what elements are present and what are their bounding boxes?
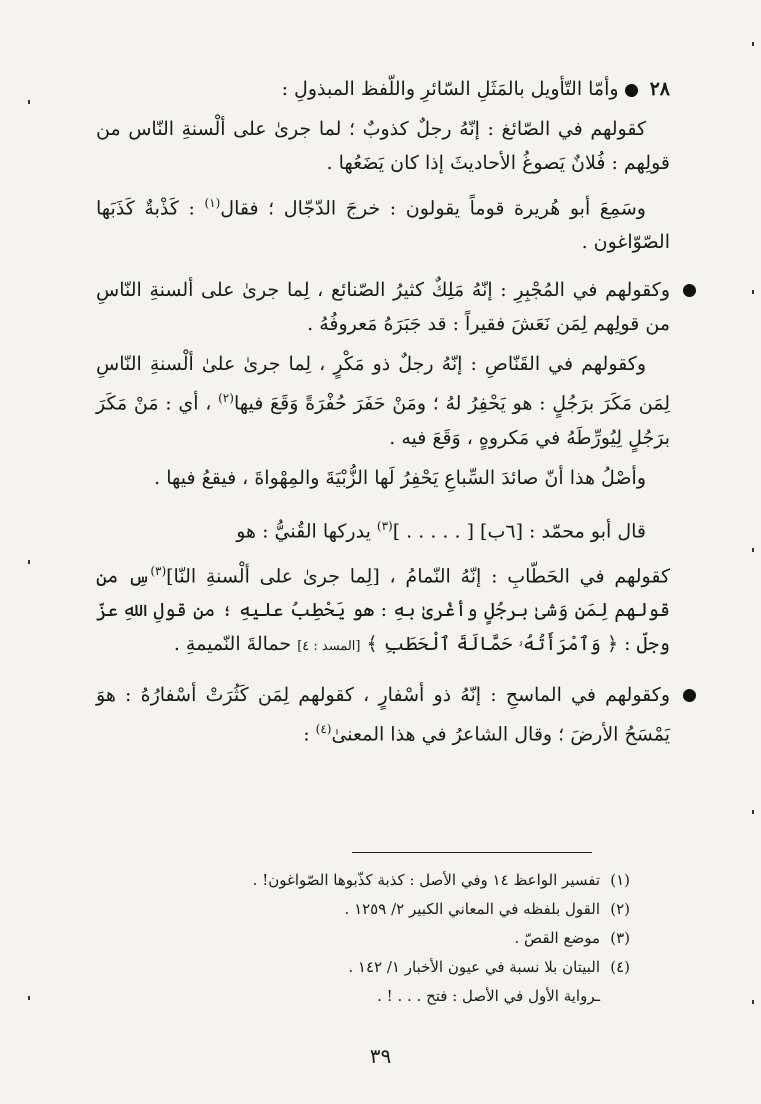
khattab-text-a: كقولهم في الحَطّابِ : إنّهُ النّمامُ ، [لِما جرىٰ على ألْسنةِ النّا] xyxy=(166,565,670,588)
abu-hurayra-quote: كَذْبةٌ كَذَبَها الصّوّاغون . xyxy=(96,197,670,254)
footnote-text: البيتان بلا نسبة في عيون الأخبار ١/ ١٤٢ . xyxy=(348,958,600,976)
footnote-separator xyxy=(352,852,592,853)
scan-mark xyxy=(752,290,754,294)
scan-mark xyxy=(752,810,754,814)
scan-mark xyxy=(752,1000,754,1004)
masih-colon: : xyxy=(303,723,310,746)
paragraph-abu-muhammad xyxy=(96,509,670,548)
paragraph-abu-hurayra: وسَمِعَ أبو هُريرة قوماً يقولون : خرجَ الدّجّال ؛ فقال$^{(١)}$ : كَذْبةٌ كَذَبَها الصّوّاغون . xyxy=(96,196,670,254)
footnote-3 xyxy=(150,924,630,953)
footnote-4-continuation: ـرواية الأول في الأصل : فتح . . . ! . xyxy=(377,987,600,1005)
scan-mark xyxy=(28,996,30,1000)
mujbir-text: وكقولهم في المُجْبِرِ : إنّهُ مَلِكٌ كثيرُ الصّنائع ، لِما جرىٰ على ألسنةِ النّاسِ من قولِهم لِمَن نَعَشَ فقيراً : قد جَبَرَهُ مَعروفُهُ . xyxy=(96,279,670,336)
footnote-ref-4: (٤) xyxy=(315,722,332,737)
footnote-text: موضع القصّ . xyxy=(514,929,600,947)
bullet-icon xyxy=(625,84,638,97)
footnote-1 xyxy=(150,866,630,895)
khattab-text-b: سِ من قولهم لِمَن وَشىٰ برجُلٍ وأغْرىٰ بهِ : هو يَحْطِبُ عليهِ ؛ من قولِ اللهِ عزّ وجلّ : ﴿ وَٱمْرَأَتُهُۥ حَمَّالَةَ ٱلْحَطَبِ ﴾ xyxy=(96,565,670,656)
page-number: ٣٩ xyxy=(369,1044,392,1068)
footnote-2 xyxy=(150,895,630,924)
footnotes xyxy=(150,866,630,1011)
abu-muhammad-text-b: يدركها القُنيُّ : هو xyxy=(236,519,371,542)
footnote-number: (٢) xyxy=(610,900,630,918)
main-text xyxy=(96,72,670,758)
bullet-icon xyxy=(683,284,696,297)
scan-mark xyxy=(28,560,30,564)
heading-text: وأمّا التّأويل بالمَثَلِ السّائرِ واللّفظ المبذولِ : xyxy=(281,78,619,100)
paragraph-khattab xyxy=(96,554,670,664)
footnote-ref-3b: (٣) xyxy=(150,563,167,578)
paragraph-qannas xyxy=(96,347,670,454)
qannas-text-a: وكقولهم في القَنّاصِ : إنّهُ رجلٌ ذو مَكْرٍ ، لِما جرىٰ علىٰ ألْسنةِ النّاسِ لِمَن مَكَرَ برَجُلٍ : هو يَحْفِرُ لهُ ؛ ومَنْ حَفَرَ حُفْرَةً وَقَعَ فيها xyxy=(96,353,670,415)
paragraph-masih xyxy=(96,678,670,751)
paragraph-asl: وأصْلُ هذا أنّ صائدَ السِّباعِ يَحْفِرُ لَها الزُّبْيَةَ والمِهْواةَ ، فيقعُ فيها . xyxy=(154,466,646,489)
khattab-text-c: حمالةَ النّميمةِ . xyxy=(173,633,292,656)
qannas-text-b: ، أي : مَنْ مَكَرَ برَجُلٍ لِيُورِّطَهُ في مَكروهٍ ، وَقَعَ فيه . xyxy=(96,392,670,449)
scan-mark xyxy=(752,548,754,552)
abu-hurayra-text: وسَمِعَ أبو هُريرة قوماً يقولون : خرجَ الدّجّال ؛ فقال xyxy=(220,197,646,220)
abu-muhammad-text-a: قال أبو محمّد : [٦ب] [ . . . . . ] xyxy=(392,519,646,542)
masih-text: وكقولهم في الماسحِ : إنّهُ ذو أسْفارٍ ، كقولهم لِمَن كَثُرَتْ أسْفارُهُ : هوَ يَمْسَحُ الأرضَ ؛ وقال الشاعرُ في هذا المعنىٰ xyxy=(96,684,670,746)
footnote-number: (٣) xyxy=(610,929,630,947)
quran-reference: [المسد : ٤] xyxy=(297,639,361,655)
footnote-ref-1: (١) xyxy=(204,196,221,210)
paragraph-saigh: كقولهم في الصّائغ : إنّهُ رجلٌ كذوبٌ ؛ لما جرىٰ على ألْسنةِ النّاس من قولِهم : فُلانٌ يَصوغُ الأحاديثَ إذا كان يَضَعُها . xyxy=(96,118,670,174)
item-number: ٢٨ xyxy=(649,78,670,100)
section-heading xyxy=(96,72,670,106)
footnote-ref-3: (٣) xyxy=(376,518,393,533)
footnote-number: (٤) xyxy=(610,958,630,976)
footnote-4 xyxy=(150,953,630,982)
footnote-number: (١) xyxy=(610,871,630,889)
scan-mark xyxy=(752,42,754,46)
paragraph-mujbir xyxy=(96,273,670,341)
scan-mark xyxy=(28,100,30,104)
bullet-icon xyxy=(683,689,696,702)
footnote-ref-2: (٢) xyxy=(218,391,234,406)
footnote-text: القول بلفظه في المعاني الكبير ٢/ ١٢٥٩ . xyxy=(344,900,600,918)
footnote-text: تفسير الواعظ ١٤ وفي الأصل : كذبة كذّبوها الصّواغون! . xyxy=(252,871,600,889)
